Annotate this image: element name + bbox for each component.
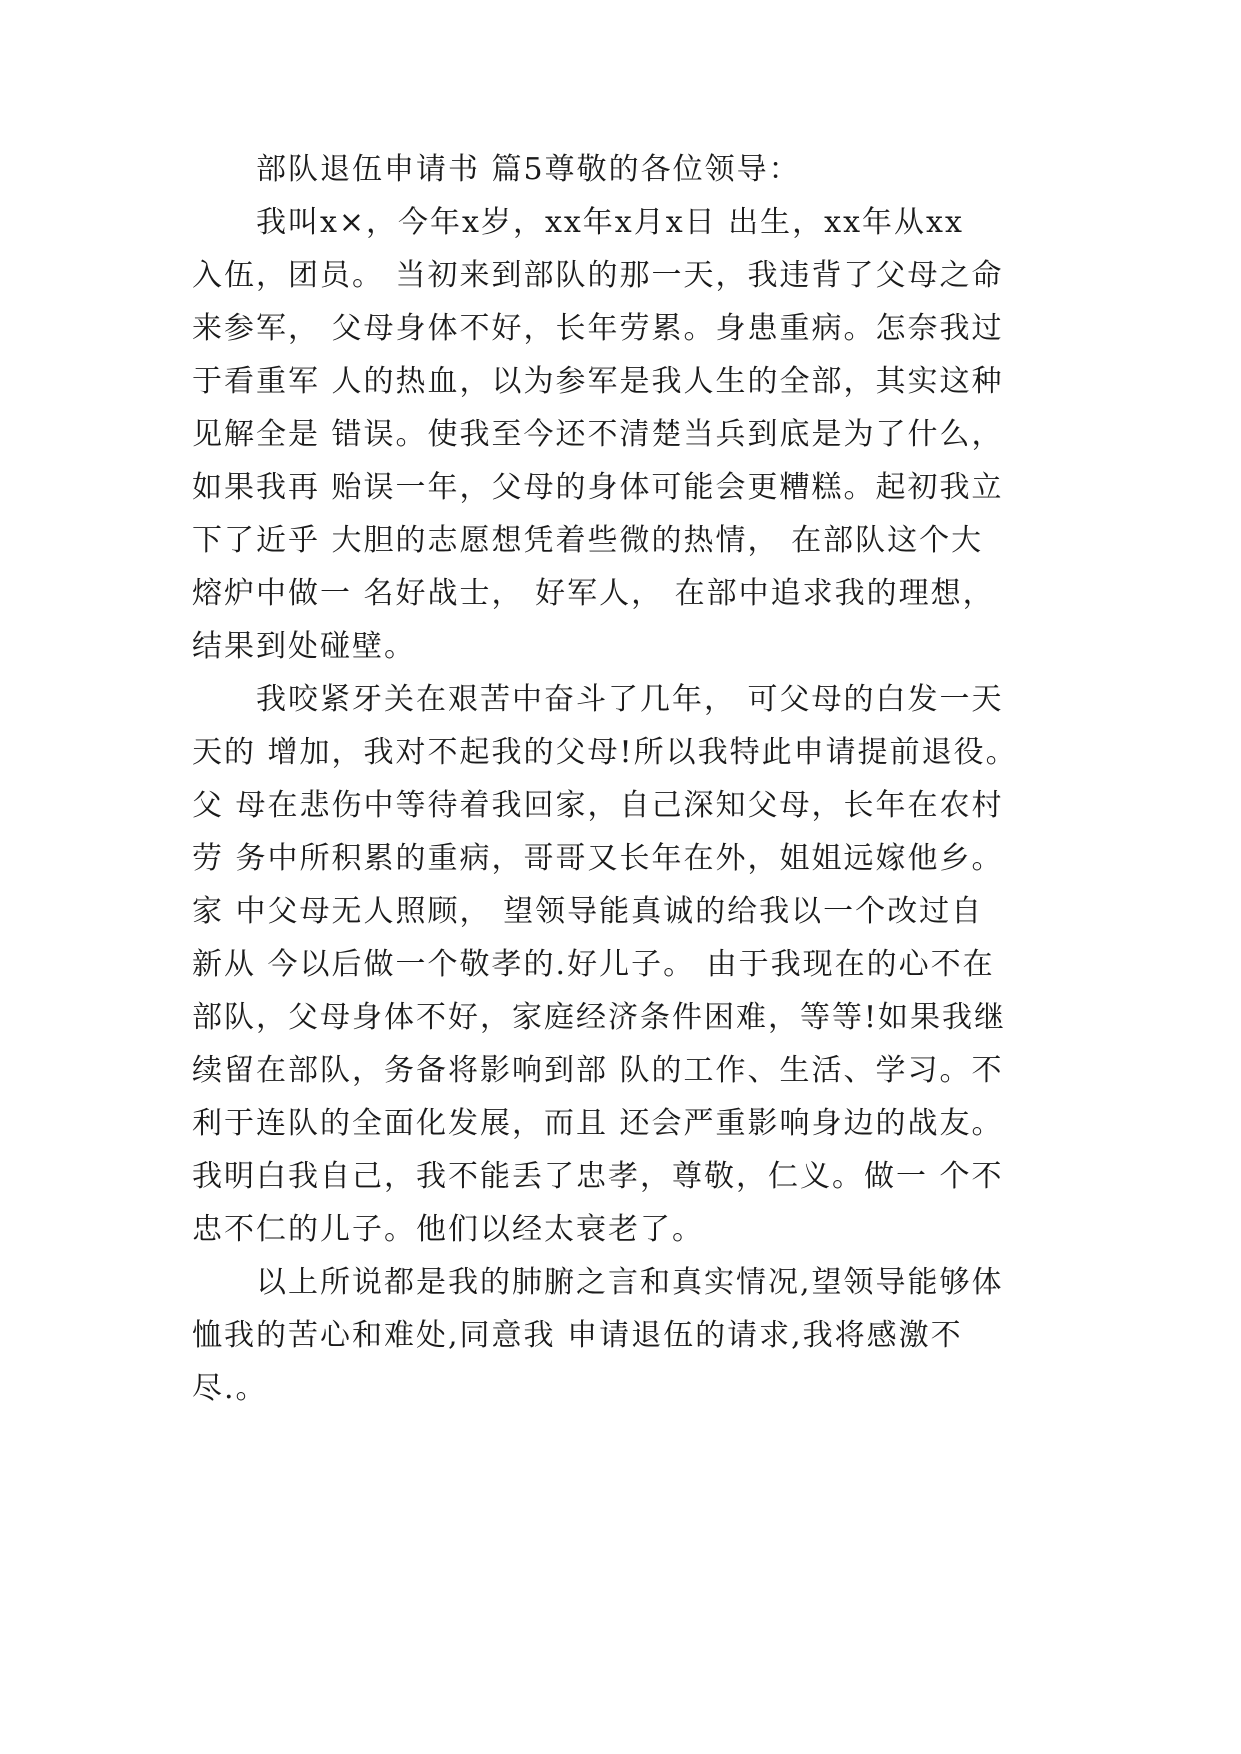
paragraph-line: 续留在部队，务备将影响到部 队的工作、生活、学习。不 — [192, 1053, 1004, 1088]
paragraph-line: 恤我的苦心和难处,同意我 申请退伍的请求,我将感激不 — [192, 1318, 963, 1353]
paragraph-line: 见解全是 错误。使我至今还不清楚当兵到底是为了什么， — [192, 417, 1004, 452]
title-line: 部队退伍申请书 篇5尊敬的各位领导： — [256, 152, 801, 187]
paragraph-line: 我叫x×，今年x岁，xx年x月x日 出生，xx年从xx — [256, 205, 964, 240]
paragraph-line: 劳 务中所积累的重病，哥哥又长年在外，姐姐远嫁他乡。 — [192, 841, 1004, 876]
paragraph-line: 如果我再 贻误一年，父母的身体可能会更糟糕。起初我立 — [192, 470, 1004, 505]
paragraph-line: 于看重军 人的热血，以为参军是我人生的全部，其实这种 — [192, 364, 1004, 399]
paragraph-line: 以上所说都是我的肺腑之言和真实情况,望领导能够体 — [256, 1265, 1004, 1300]
paragraph-line: 来参军， 父母身体不好，长年劳累。身患重病。怎奈我过 — [192, 311, 1004, 346]
paragraph-line: 忠不仁的儿子。他们以经太衰老了。 — [192, 1212, 704, 1247]
paragraph-line: 父 母在悲伤中等待着我回家，自己深知父母，长年在农村 — [192, 788, 1004, 823]
paragraph-line: 我明白我自己，我不能丢了忠孝，尊敬，仁义。做一 个不 — [192, 1159, 1004, 1194]
paragraph-line: 家 中父母无人照顾， 望领导能真诚的给我以一个改过自 — [192, 894, 984, 929]
paragraph-line: 入伍，团员。 当初来到部队的那一天，我违背了父母之命 — [192, 258, 1004, 293]
paragraph-line: 熔炉中做一 名好战士， 好军人， 在部中追求我的理想， — [192, 576, 995, 611]
paragraph-line: 天的 增加，我对不起我的父母!所以我特此申请提前退役。 — [192, 735, 1018, 770]
paragraph-line: 结果到处碰壁。 — [192, 629, 416, 664]
paragraph-line: 新从 今以后做一个敬孝的.好儿子。 由于我现在的心不在 — [192, 947, 995, 982]
paragraph-line: 利于连队的全面化发展，而且 还会严重影响身边的战友。 — [192, 1106, 1004, 1141]
paragraph-line: 部队，父母身体不好，家庭经济条件困难，等等!如果我继 — [192, 1000, 1007, 1035]
paragraph-line: 我咬紧牙关在艰苦中奋斗了几年， 可父母的白发一天 — [256, 682, 1004, 717]
paragraph-line: 下了近乎 大胆的志愿想凭着些微的热情， 在部队这个大 — [192, 523, 984, 558]
paragraph-line: 尽.。 — [192, 1371, 268, 1406]
